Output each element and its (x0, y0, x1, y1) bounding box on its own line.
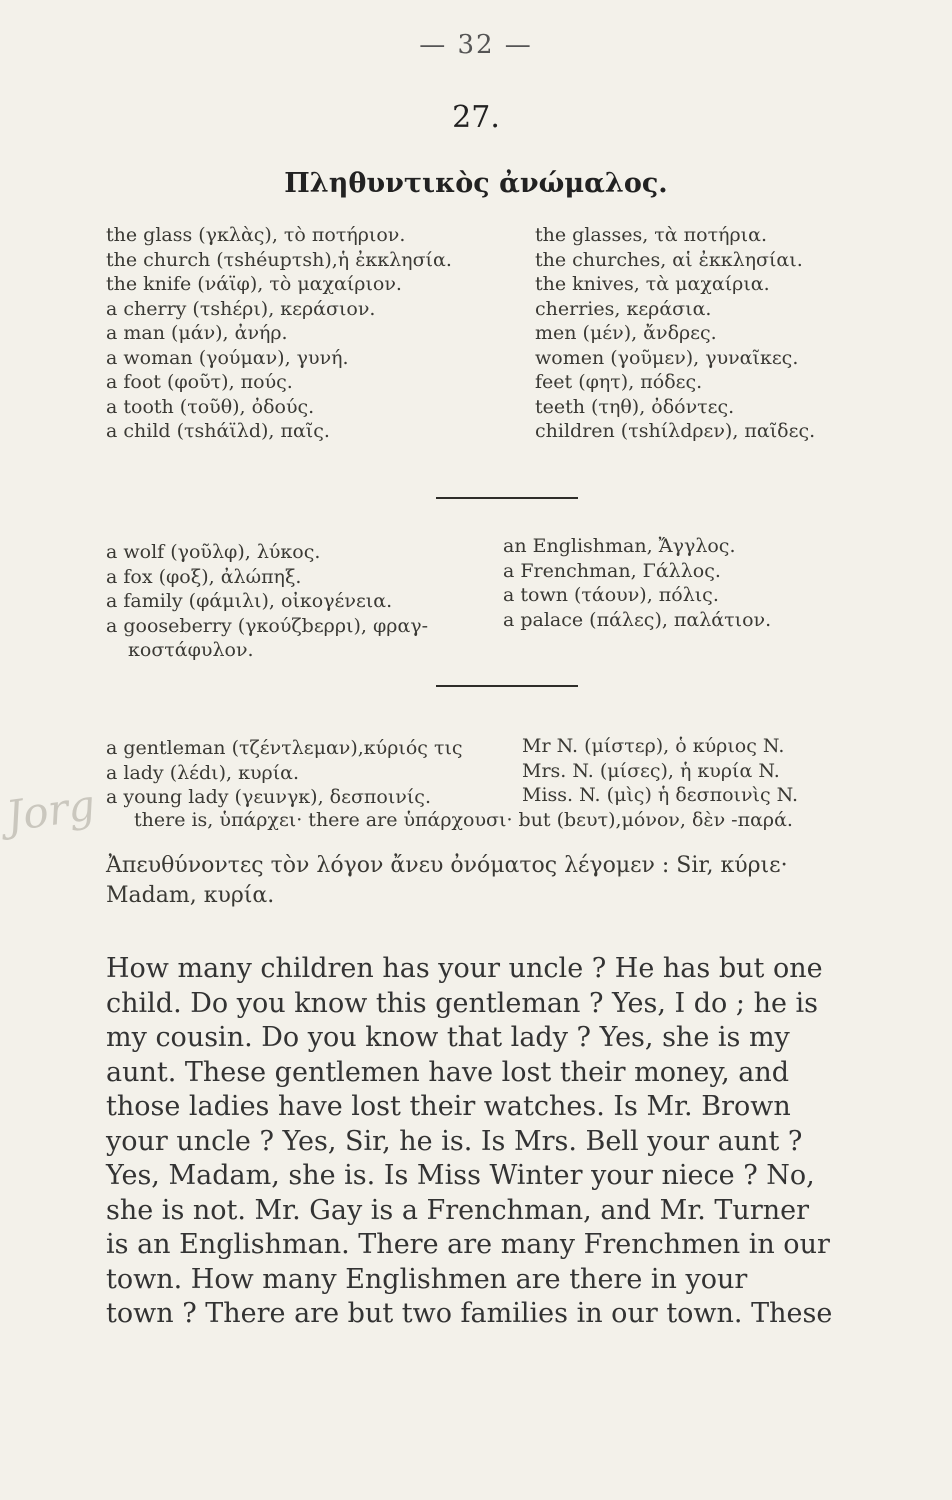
singular-line: the church (τshéupτsh),ἡ ἐκκλησία. (106, 248, 452, 271)
there-is-line: there is, ὑπάρχει· there are ὑπάρχουσι· but (bευτ),μόνον, δὲν -παρά. (134, 809, 793, 831)
singular-column (106, 223, 452, 444)
vocabulary-right (503, 534, 771, 632)
title-line: Mrs. N. (μίσες), ἡ κυρία N. (522, 759, 780, 782)
section-heading: Πληθυντικὸς ἀνώμαλος. (284, 168, 668, 199)
exercise-line: aunt. These gentlemen have lost their money, and (106, 1056, 790, 1088)
singular-line: a child (τshάϊλd), παῖς. (106, 420, 330, 442)
exercise-line: those ladies have lost their watches. Is Mr. Brown (106, 1091, 791, 1122)
titles-left (106, 736, 463, 810)
address-line-1: Ἀπευθύνοντες τὸν λόγον ἄνευ ὀνόματος λέγομεν : Sir, κύριε· (106, 853, 788, 878)
vocab-line: a gooseberry (γκούζbερρι), φραγ- (106, 614, 429, 637)
plural-line: the glasses, τὰ ποτήρια. (535, 224, 767, 246)
singular-line: a man (μάν), ἀνήρ. (106, 322, 288, 344)
exercise-line: How many children has your uncle ? He has but one (106, 953, 823, 984)
vocab-line: a fox (φοξ), ἀλώπηξ. (106, 565, 302, 588)
plural-line: the churches, αἱ ἐκκλησίαι. (535, 248, 803, 271)
page-number: — 32 — (419, 30, 533, 60)
vocab-line: κοστάφυλον. (128, 639, 254, 661)
title-line: a young lady (γεuνγκ), δεσποινίς. (106, 786, 431, 808)
exercise-line: is an Englishman. There are many Frenchmen in our (106, 1229, 830, 1260)
title-line: Miss. N. (μὶς) ἡ δεσποινὶς N. (522, 784, 799, 806)
plural-line: the knives, τὰ μαχαίρια. (535, 273, 770, 295)
exercise-line: town ? There are but two families in our town. These (106, 1298, 833, 1329)
lesson-number: 27. (452, 100, 500, 135)
plural-column (535, 223, 815, 444)
vocab-line: a town (τάουν), πόλις. (503, 584, 719, 606)
exercise-line: your uncle ? Yes, Sir, he is. Is Mrs. Bell your aunt ? (106, 1125, 803, 1157)
exercise-paragraph (106, 952, 832, 1332)
plural-line: men (μέν), ἄνδρες. (535, 322, 717, 344)
title-line: Mr N. (μίστερ), ὁ κύριος N. (522, 735, 785, 757)
singular-line: a woman (γούμαν), γυνή. (106, 346, 349, 369)
vocab-line: a palace (πάλες), παλάτιον. (503, 608, 772, 631)
plural-line: feet (φητ), πόδες. (535, 371, 703, 393)
singular-line: a tooth (τοῦθ), ὀδούς. (106, 395, 315, 418)
address-line-2: Madam, κυρία. (106, 883, 275, 908)
plural-line: teeth (τηθ), ὀδόντες. (535, 395, 735, 418)
exercise-line: my cousin. Do you know that lady ? Yes, she is my (106, 1022, 790, 1053)
vocab-line: a Frenchman, Γάλλος. (503, 559, 721, 582)
exercise-line: she is not. Mr. Gay is a Frenchman, and Mr. Turner (106, 1194, 810, 1226)
title-line: a lady (λέdι), κυρία. (106, 761, 300, 784)
vocabulary-left (106, 540, 428, 663)
plural-line: cherries, κεράσια. (535, 297, 712, 320)
divider-rule (436, 685, 578, 687)
divider-rule (436, 497, 578, 499)
title-line: a gentleman (τζέντλεμαν),κύριός τις (106, 737, 463, 759)
singular-line: a foot (φοῦτ), πούς. (106, 371, 293, 393)
vocab-line: a family (φάμιλι), οἰκογένεια. (106, 590, 393, 612)
singular-line: the knife (νάϊφ), τὸ μαχαίριον. (106, 273, 402, 295)
exercise-line: child. Do you know this gentleman ? Yes, I do ; he is (106, 987, 819, 1019)
exercise-line: Yes, Madam, she is. Is Miss Winter your niece ? No, (106, 1160, 815, 1191)
vocab-line: an Englishman, Ἄγγλος. (503, 535, 736, 557)
plural-line: women (γοῦμεν), γυναῖκες. (535, 346, 799, 369)
plural-line: children (τshίλdρεν), παῖδες. (535, 420, 816, 442)
singular-line: the glass (γκλὰς), τὸ ποτήριον. (106, 224, 406, 246)
titles-right (522, 734, 798, 808)
exercise-line: town. How many Englishmen are there in your (106, 1263, 748, 1295)
handwritten-pencil-mark: Jorg (3, 780, 99, 841)
singular-line: a cherry (τshέρι), κεράσιον. (106, 297, 376, 320)
vocab-line: a wolf (γοῦλφ), λύκος. (106, 541, 321, 563)
